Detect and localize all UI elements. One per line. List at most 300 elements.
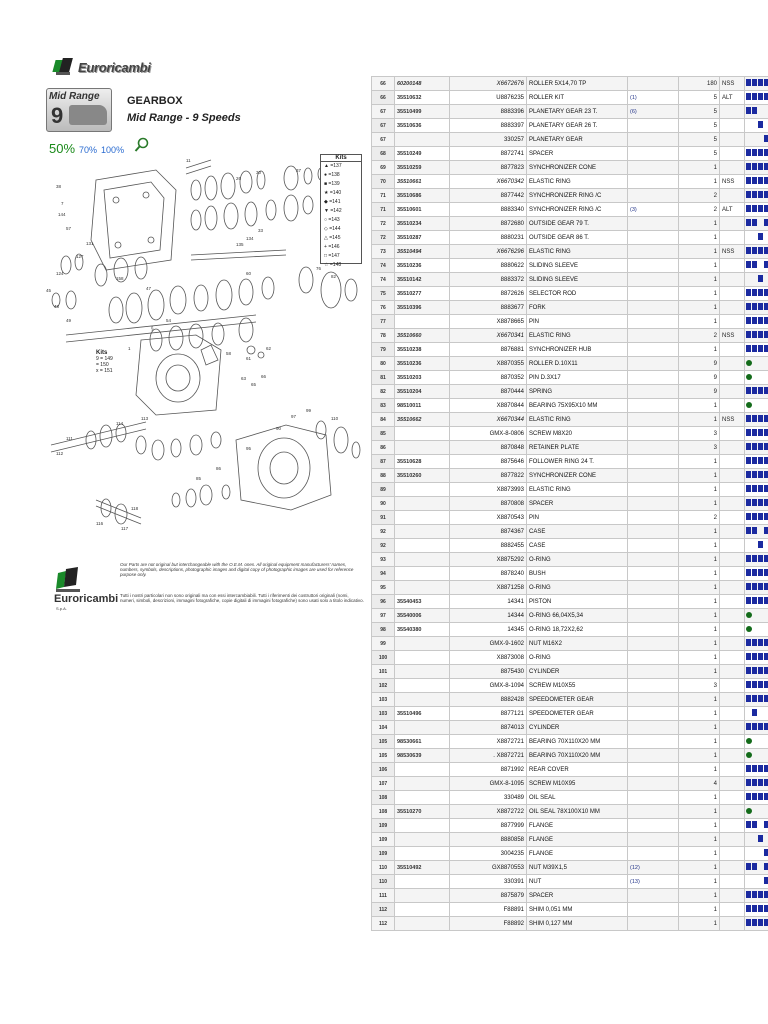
blue-square-icon — [746, 149, 751, 156]
blue-square-icon — [764, 919, 768, 926]
blue-square-icon — [764, 191, 768, 198]
ref-number: 69 — [372, 161, 395, 175]
part-description: FLANGE — [527, 833, 628, 847]
part-quantity: 1 — [679, 259, 720, 273]
table-row[interactable] — [372, 889, 768, 903]
part-quantity: 4 — [679, 777, 720, 791]
table-row[interactable] — [372, 735, 768, 749]
part-code[interactable] — [395, 917, 450, 931]
page-subtitle: Mid Range - 9 Speeds — [127, 112, 241, 124]
compatibility-marks — [745, 287, 768, 301]
compatibility-marks — [745, 889, 768, 903]
part-code[interactable] — [395, 651, 450, 665]
part-code[interactable] — [395, 847, 450, 861]
blue-square-icon — [746, 779, 751, 786]
table-row[interactable] — [372, 315, 768, 329]
part-code[interactable] — [395, 903, 450, 917]
part-description: ROLLER D.10X11 — [527, 357, 628, 371]
part-description: BEARING 75X95X10 MM — [527, 399, 628, 413]
part-code[interactable]: 35510492 — [395, 861, 450, 875]
svg-text:144: 144 — [58, 212, 66, 217]
blue-square-icon — [746, 527, 751, 534]
part-quantity: 5 — [679, 147, 720, 161]
blue-square-icon — [758, 849, 763, 856]
part-code[interactable]: 35510661 — [395, 175, 450, 189]
table-row[interactable] — [372, 861, 768, 875]
oem-number: X8875292 — [450, 553, 527, 567]
blue-square-icon — [746, 261, 751, 268]
part-note — [628, 441, 679, 455]
part-flag — [720, 707, 745, 721]
table-row[interactable] — [372, 147, 768, 161]
table-row[interactable] — [372, 609, 768, 623]
part-code[interactable] — [395, 791, 450, 805]
part-flag: ALT — [720, 203, 745, 217]
part-code[interactable] — [395, 511, 450, 525]
table-row[interactable] — [372, 91, 768, 105]
green-dot-icon — [746, 374, 752, 380]
compatibility-marks — [745, 623, 768, 637]
blue-square-icon — [746, 205, 751, 212]
part-quantity: 1 — [679, 665, 720, 679]
part-code[interactable] — [395, 567, 450, 581]
compatibility-marks — [745, 231, 768, 245]
table-row[interactable] — [372, 469, 768, 483]
blue-square-icon — [746, 331, 751, 338]
part-code[interactable]: 35540380 — [395, 623, 450, 637]
blue-square-icon — [764, 681, 768, 688]
svg-text:95: 95 — [246, 446, 252, 451]
blue-square-icon — [758, 527, 763, 534]
oem-number: X6670342 — [450, 175, 527, 189]
blue-square-icon — [752, 429, 757, 436]
part-flag: NSS — [720, 175, 745, 189]
part-description: O-RING 18,72X2,62 — [527, 623, 628, 637]
blue-square-icon — [752, 667, 757, 674]
part-description: PISTON — [527, 595, 628, 609]
oem-number: 8870848 — [450, 441, 527, 455]
table-row[interactable] — [372, 875, 768, 889]
table-row[interactable] — [372, 231, 768, 245]
blue-square-icon — [746, 821, 751, 828]
table-row[interactable] — [372, 847, 768, 861]
oem-number: 3004235 — [450, 847, 527, 861]
blue-square-icon — [764, 569, 768, 576]
compatibility-marks — [745, 119, 768, 133]
blue-square-icon — [758, 233, 763, 240]
blue-square-icon — [752, 93, 757, 100]
table-row[interactable] — [372, 105, 768, 119]
blue-square-icon — [746, 541, 751, 548]
ref-number: 106 — [372, 763, 395, 777]
table-row[interactable] — [372, 511, 768, 525]
blue-square-icon — [746, 219, 751, 226]
compatibility-marks — [745, 903, 768, 917]
table-row[interactable] — [372, 427, 768, 441]
table-row[interactable] — [372, 483, 768, 497]
oem-number: X8872721 — [450, 735, 527, 749]
part-note — [628, 525, 679, 539]
svg-text:58: 58 — [226, 351, 232, 356]
blue-square-icon — [746, 681, 751, 688]
compatibility-marks — [745, 497, 768, 511]
table-row[interactable] — [372, 917, 768, 931]
part-code[interactable]: 35510686 — [395, 189, 450, 203]
part-code[interactable] — [395, 819, 450, 833]
part-note — [628, 245, 679, 259]
ref-number: 104 — [372, 721, 395, 735]
table-row[interactable] — [372, 175, 768, 189]
table-row[interactable] — [372, 525, 768, 539]
table-row[interactable] — [372, 217, 768, 231]
blue-square-icon — [746, 597, 751, 604]
compatibility-marks — [745, 399, 768, 413]
ref-number: 112 — [372, 917, 395, 931]
part-code[interactable]: 35510142 — [395, 273, 450, 287]
badge-label: Mid Range — [49, 91, 100, 102]
part-code[interactable]: 35510632 — [395, 91, 450, 105]
part-description: ELASTIC RING — [527, 175, 628, 189]
blue-square-icon — [746, 835, 751, 842]
table-row[interactable] — [372, 441, 768, 455]
part-code[interactable] — [395, 525, 450, 539]
part-code[interactable]: 35510662 — [395, 413, 450, 427]
part-code[interactable] — [395, 889, 450, 903]
part-note — [628, 763, 679, 777]
part-description: SHIM 0,051 MM — [527, 903, 628, 917]
table-row[interactable] — [372, 273, 768, 287]
part-code[interactable] — [395, 553, 450, 567]
oem-number: 8875646 — [450, 455, 527, 469]
part-code[interactable]: 35510236 — [395, 259, 450, 273]
part-code[interactable]: 35510601 — [395, 203, 450, 217]
part-code[interactable] — [395, 483, 450, 497]
part-code[interactable] — [395, 777, 450, 791]
part-description: SYNCHRONIZER CONE — [527, 469, 628, 483]
part-code[interactable] — [395, 721, 450, 735]
part-code[interactable] — [395, 637, 450, 651]
oem-number: X8870543 — [450, 511, 527, 525]
part-code[interactable]: 35510494 — [395, 245, 450, 259]
table-row[interactable] — [372, 259, 768, 273]
blue-square-icon — [758, 541, 763, 548]
part-flag — [720, 763, 745, 777]
table-row[interactable] — [372, 413, 768, 427]
table-row[interactable] — [372, 777, 768, 791]
blue-square-icon — [758, 247, 763, 254]
part-quantity: 1 — [679, 707, 720, 721]
table-row[interactable] — [372, 301, 768, 315]
svg-text:131: 131 — [86, 241, 94, 246]
part-flag: ALT — [720, 91, 745, 105]
part-code[interactable]: 35510204 — [395, 385, 450, 399]
part-note: (3) — [628, 203, 679, 217]
part-code[interactable]: 35510277 — [395, 287, 450, 301]
part-note — [628, 903, 679, 917]
ref-number: 72 — [372, 217, 395, 231]
blue-square-icon — [764, 779, 768, 786]
table-row[interactable] — [372, 595, 768, 609]
green-dot-icon — [746, 360, 752, 366]
zoom-100-link[interactable]: 100% — [101, 145, 125, 155]
table-row[interactable] — [372, 245, 768, 259]
part-code[interactable]: 35510203 — [395, 371, 450, 385]
table-row[interactable] — [372, 763, 768, 777]
blue-square-icon — [758, 331, 763, 338]
part-code[interactable]: 35540006 — [395, 609, 450, 623]
blue-square-icon — [758, 779, 763, 786]
part-flag — [720, 511, 745, 525]
blue-square-icon — [764, 163, 768, 170]
part-description: SCREW M10X55 — [527, 679, 628, 693]
part-note — [628, 651, 679, 665]
blue-square-icon — [752, 261, 757, 268]
table-row[interactable] — [372, 693, 768, 707]
part-description: FLANGE — [527, 819, 628, 833]
part-code[interactable] — [395, 679, 450, 693]
part-code[interactable]: 35510628 — [395, 455, 450, 469]
table-row[interactable] — [372, 119, 768, 133]
part-quantity: 1 — [679, 553, 720, 567]
compatibility-marks — [745, 763, 768, 777]
part-flag — [720, 833, 745, 847]
table-row[interactable] — [372, 581, 768, 595]
part-code[interactable]: 60200148 — [395, 77, 450, 91]
part-code[interactable]: 35510496 — [395, 707, 450, 721]
part-quantity: 1 — [679, 581, 720, 595]
table-row[interactable] — [372, 329, 768, 343]
table-row[interactable] — [372, 399, 768, 413]
part-code[interactable] — [395, 581, 450, 595]
table-row[interactable] — [372, 903, 768, 917]
blue-square-icon — [764, 695, 768, 702]
blue-square-icon — [746, 905, 751, 912]
part-code[interactable] — [395, 497, 450, 511]
blue-square-icon — [758, 387, 763, 394]
part-code[interactable] — [395, 315, 450, 329]
table-row[interactable] — [372, 133, 768, 147]
svg-text:127: 127 — [76, 254, 84, 259]
table-row[interactable] — [372, 553, 768, 567]
compatibility-marks — [745, 371, 768, 385]
part-code[interactable]: 98510011 — [395, 399, 450, 413]
part-code[interactable] — [395, 833, 450, 847]
part-code[interactable]: 35510660 — [395, 329, 450, 343]
part-code[interactable]: 35510396 — [395, 301, 450, 315]
blue-square-icon — [752, 177, 757, 184]
blue-square-icon — [758, 681, 763, 688]
part-code[interactable]: 35510238 — [395, 343, 450, 357]
part-code[interactable]: 35510234 — [395, 217, 450, 231]
table-row[interactable] — [372, 833, 768, 847]
compatibility-marks — [745, 651, 768, 665]
green-dot-icon — [746, 612, 752, 618]
part-code[interactable]: 98530639 — [395, 749, 450, 763]
table-row[interactable] — [372, 161, 768, 175]
table-row[interactable] — [372, 539, 768, 553]
blue-square-icon — [746, 513, 751, 520]
oem-number: X8878665 — [450, 315, 527, 329]
table-row[interactable] — [372, 679, 768, 693]
parts-table-body — [372, 77, 768, 931]
table-row[interactable] — [372, 77, 768, 91]
table-row[interactable] — [372, 497, 768, 511]
blue-square-icon — [746, 387, 751, 394]
compatibility-marks — [745, 721, 768, 735]
part-flag — [720, 693, 745, 707]
part-note — [628, 315, 679, 329]
part-code[interactable] — [395, 427, 450, 441]
blue-square-icon — [746, 765, 751, 772]
part-note — [628, 455, 679, 469]
blue-square-icon — [752, 835, 757, 842]
oem-number: U8876235 — [450, 91, 527, 105]
blue-square-icon — [764, 905, 768, 912]
compatibility-marks — [745, 357, 768, 371]
oem-number: 8870444 — [450, 385, 527, 399]
part-note — [628, 385, 679, 399]
blue-square-icon — [752, 289, 757, 296]
oem-number: 330391 — [450, 875, 527, 889]
green-dot-icon — [746, 402, 752, 408]
blue-square-icon — [764, 513, 768, 520]
part-flag — [720, 861, 745, 875]
svg-text:30: 30 — [256, 170, 262, 175]
part-code[interactable]: 98530661 — [395, 735, 450, 749]
part-flag — [720, 665, 745, 679]
part-code[interactable]: 35510236 — [395, 357, 450, 371]
table-row[interactable] — [372, 567, 768, 581]
blue-square-icon — [758, 793, 763, 800]
part-description: SPRING — [527, 385, 628, 399]
part-code[interactable] — [395, 665, 450, 679]
kits-legend-title: Kits — [321, 155, 361, 162]
blue-square-icon — [764, 765, 768, 772]
table-row[interactable] — [372, 385, 768, 399]
table-row[interactable] — [372, 189, 768, 203]
table-row[interactable] — [372, 637, 768, 651]
compatibility-marks — [745, 91, 768, 105]
oem-number: 8877121 — [450, 707, 527, 721]
compatibility-marks — [745, 553, 768, 567]
part-quantity: 1 — [679, 819, 720, 833]
table-row[interactable] — [372, 371, 768, 385]
part-flag — [720, 147, 745, 161]
svg-text:114: 114 — [116, 421, 124, 426]
table-row[interactable] — [372, 651, 768, 665]
part-code[interactable] — [395, 441, 450, 455]
part-code[interactable] — [395, 875, 450, 889]
part-quantity: 1 — [679, 399, 720, 413]
part-code[interactable] — [395, 539, 450, 553]
part-description: BEARING 70X110X20 MM — [527, 749, 628, 763]
part-description: SCREW M8X20 — [527, 427, 628, 441]
category-badge[interactable] — [46, 88, 112, 132]
table-row[interactable] — [372, 455, 768, 469]
table-row[interactable] — [372, 805, 768, 819]
blue-square-icon — [764, 303, 768, 310]
table-row[interactable] — [372, 343, 768, 357]
part-code[interactable] — [395, 693, 450, 707]
part-flag — [720, 259, 745, 273]
part-code[interactable] — [395, 133, 450, 147]
part-code[interactable]: 35510270 — [395, 805, 450, 819]
oem-number: . X8872721 — [450, 749, 527, 763]
table-row[interactable] — [372, 357, 768, 371]
table-row[interactable] — [372, 203, 768, 217]
svg-text:1: 1 — [128, 346, 131, 351]
ref-number: 109 — [372, 847, 395, 861]
blue-square-icon — [764, 317, 768, 324]
part-code[interactable]: 35510259 — [395, 161, 450, 175]
blue-square-icon — [758, 163, 763, 170]
part-note — [628, 77, 679, 91]
table-row[interactable] — [372, 819, 768, 833]
blue-square-icon — [746, 275, 751, 282]
ref-number: 92 — [372, 525, 395, 539]
part-description: SPACER — [527, 497, 628, 511]
blue-square-icon — [752, 191, 757, 198]
part-flag — [720, 889, 745, 903]
compatibility-marks — [745, 259, 768, 273]
brand-logo — [52, 56, 151, 78]
part-description: PLANETARY GEAR 26 T. — [527, 119, 628, 133]
magnifier-icon[interactable] — [134, 137, 148, 151]
ref-number: 91 — [372, 511, 395, 525]
part-quantity: 1 — [679, 833, 720, 847]
svg-text:110: 110 — [331, 416, 339, 421]
part-code[interactable]: 35510636 — [395, 119, 450, 133]
part-flag — [720, 567, 745, 581]
table-row[interactable] — [372, 749, 768, 763]
blue-square-icon — [764, 471, 768, 478]
table-row[interactable] — [372, 791, 768, 805]
blue-square-icon — [764, 555, 768, 562]
part-code[interactable]: 35510499 — [395, 105, 450, 119]
part-code[interactable]: 35540453 — [395, 595, 450, 609]
part-code[interactable] — [395, 763, 450, 777]
blue-square-icon — [758, 289, 763, 296]
part-description: SELECTOR ROD — [527, 287, 628, 301]
part-note — [628, 329, 679, 343]
zoom-50-link[interactable]: 50% — [49, 141, 76, 156]
table-row[interactable] — [372, 665, 768, 679]
kits-small-item: = 150 — [96, 362, 109, 368]
ref-number: 108 — [372, 791, 395, 805]
svg-text:99: 99 — [306, 408, 312, 413]
blue-square-icon — [752, 919, 757, 926]
part-flag: NSS — [720, 245, 745, 259]
part-note — [628, 707, 679, 721]
blue-square-icon — [764, 863, 768, 870]
table-row[interactable] — [372, 721, 768, 735]
compatibility-marks — [745, 511, 768, 525]
part-code[interactable]: 35510287 — [395, 231, 450, 245]
table-row[interactable] — [372, 623, 768, 637]
blue-square-icon — [746, 303, 751, 310]
zoom-70-link[interactable]: 70% — [79, 145, 98, 155]
part-quantity: 1 — [679, 175, 720, 189]
table-row[interactable] — [372, 287, 768, 301]
oem-number: X6670344 — [450, 413, 527, 427]
blue-square-icon — [746, 79, 751, 86]
kits-legend-item: + =146 — [324, 244, 340, 250]
blue-square-icon — [752, 527, 757, 534]
part-code[interactable]: 35510260 — [395, 469, 450, 483]
part-code[interactable]: 35510249 — [395, 147, 450, 161]
table-row[interactable] — [372, 707, 768, 721]
part-description: SPEEDOMETER GEAR — [527, 693, 628, 707]
